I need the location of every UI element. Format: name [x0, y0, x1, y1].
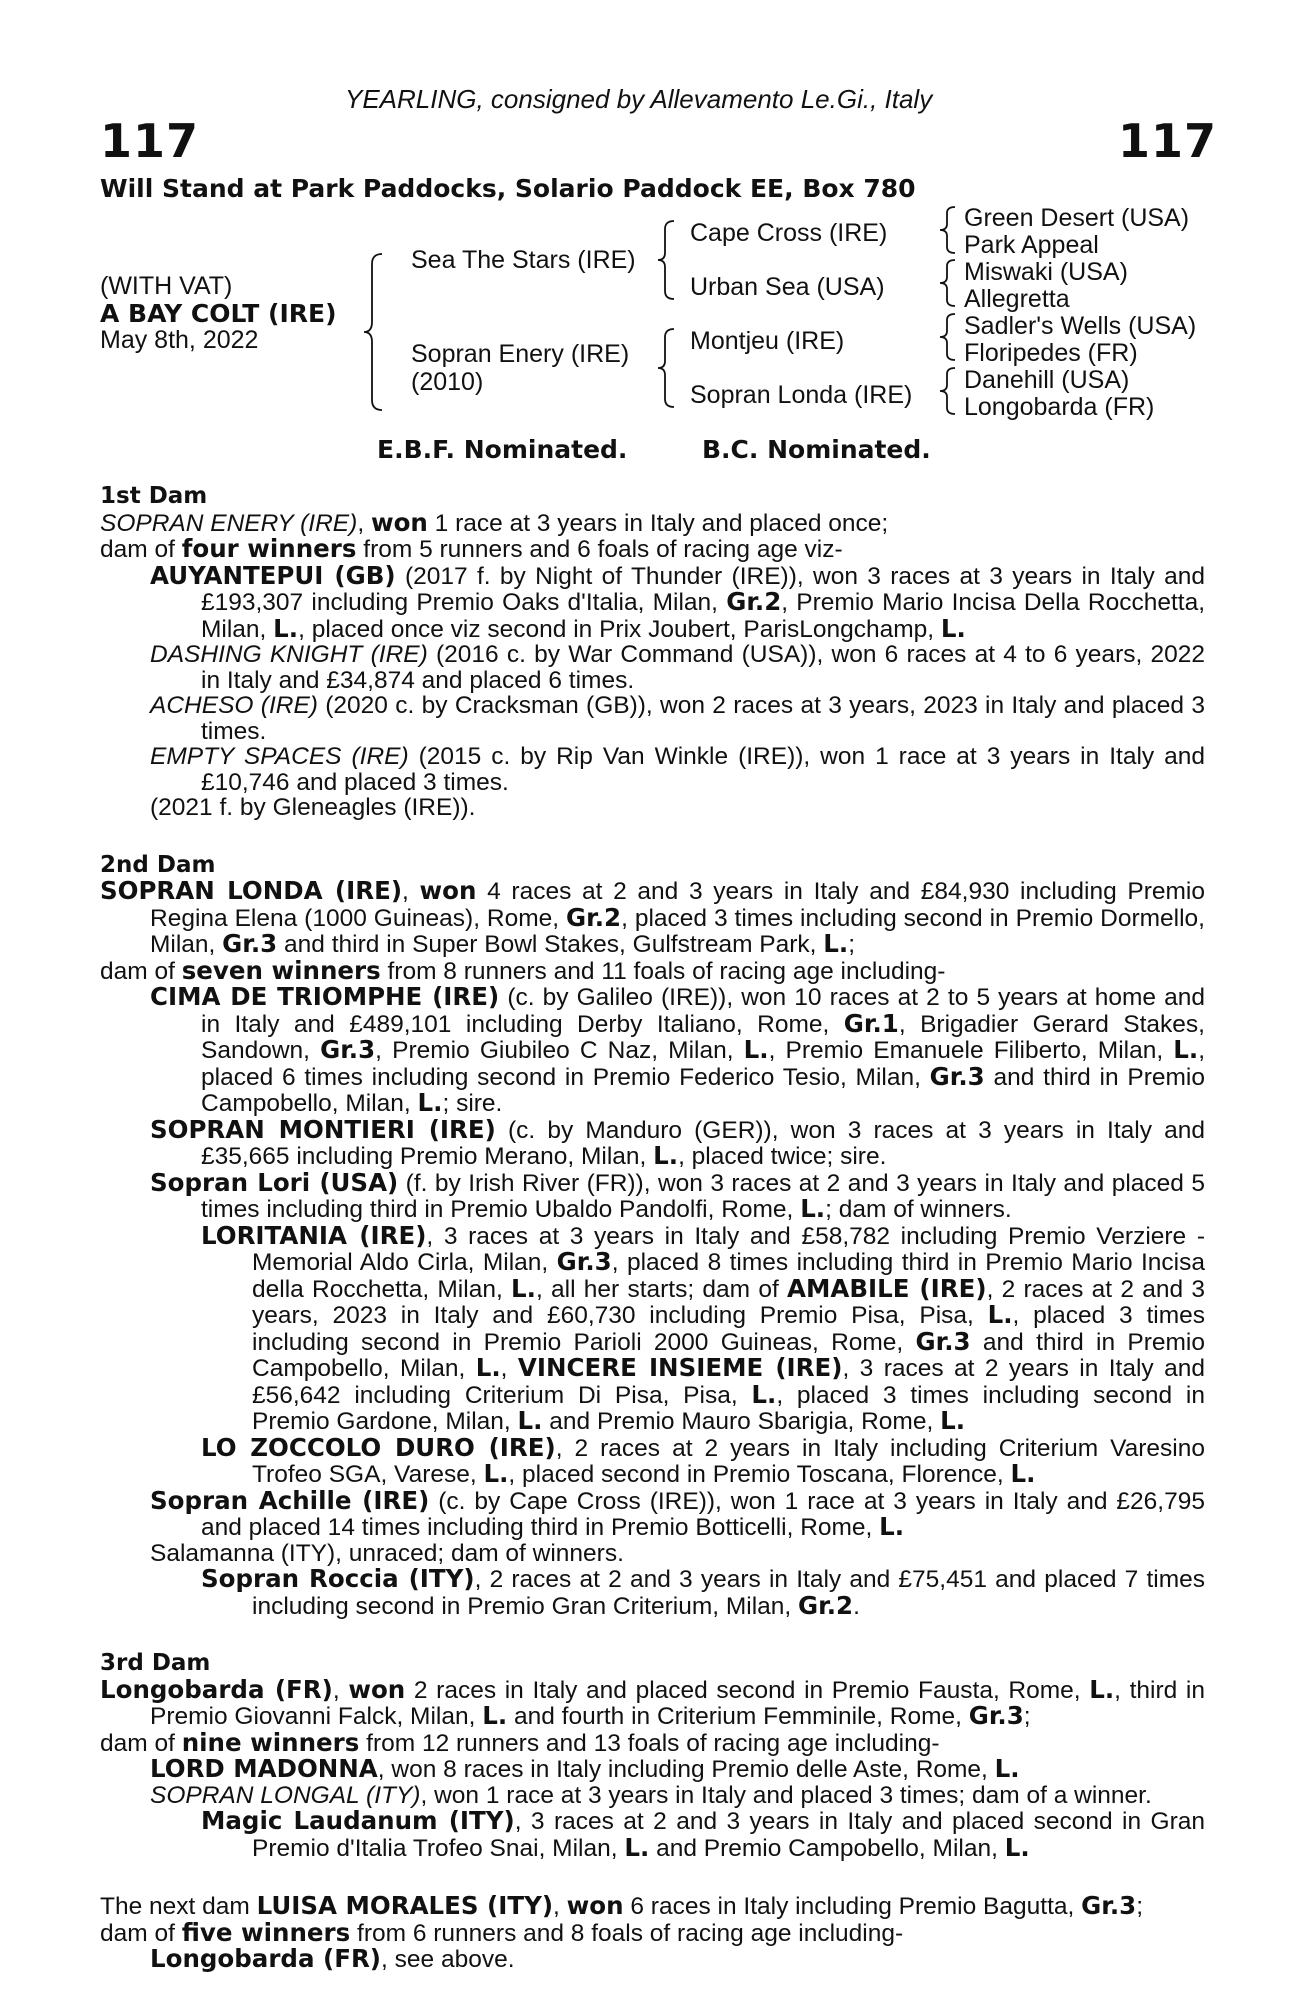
pedigree-brace-sopran-londa [937, 366, 961, 416]
catalogue-body [100, 484, 1205, 1973]
catalogue-entry [100, 1808, 1205, 1861]
entry-text: dam of [100, 1919, 182, 1947]
pedigree-brace-urban-sea [937, 258, 961, 308]
bold-text: SOPRAN LONDA (IRE) [100, 876, 403, 905]
section-heading: 1st Dam [100, 483, 208, 509]
bold-text: five winners [181, 1917, 351, 1947]
bold-text: Gr.3 [222, 929, 278, 958]
bold-text: L. [511, 1273, 536, 1303]
catalogue-entry [100, 1727, 1205, 1757]
pedigree-gen4-3: Miswaki (USA) [964, 258, 1128, 286]
pedigree-brace-sire [654, 218, 680, 303]
pedigree-gen4-7: Danehill (USA) [964, 366, 1130, 394]
bold-text: won [370, 507, 428, 537]
entry-text: , placed twice; sire. [678, 1143, 887, 1170]
bold-text: Gr.3 [968, 1701, 1024, 1730]
pedigree-brace-montjeu [937, 312, 961, 362]
entry-text: , [357, 509, 371, 537]
catalogue-entry [100, 1566, 1205, 1619]
italic-text: SOPRAN LONGAL (ITY) [150, 1781, 421, 1809]
bold-text: L. [994, 1754, 1020, 1783]
bold-text: won [566, 1891, 624, 1920]
bold-text: L. [800, 1194, 826, 1223]
entry-text: , 3 races at 2 and 3 years in Italy and placed second in Gran Premio d'Italia Trofeo Snai, Milan, [252, 1808, 1205, 1862]
bold-text: L. [1004, 1832, 1030, 1862]
bold-text: L. [940, 1406, 965, 1435]
catalogue-entry [100, 693, 1205, 744]
entry-text: , Premio Mario Incisa Della Rocchetta, Milan, [201, 589, 1205, 643]
pedigree-brace-cape-cross [937, 205, 961, 255]
entry-text: Salamanna (ITY), unraced; dam of winners. [150, 1539, 624, 1567]
entry-text: ; [1023, 1703, 1031, 1730]
bold-text: Gr.3 [320, 1035, 376, 1064]
bold-text: L. [1010, 1459, 1036, 1488]
entry-text: (f. by Irish River (FR)), won 3 races at 2 and 3 years in Italy and placed 5 times including third in Premio Ubaldo Pandolfi, Rome, [201, 1169, 1205, 1223]
entry-text: , 2 races at 2 and 3 years in Italy and £75,451 and placed 7 times including second in Premio Gran Criterium, Milan, [252, 1566, 1205, 1620]
entry-text: (c. by Galileo (IRE)), won 10 races at 2 to 5 years at home and in Italy and £489,101 including Derby Italiano, Rome, [201, 984, 1206, 1038]
foaled-date: May 8th, 2022 [100, 326, 259, 354]
entry-text: from 12 runners and 13 foals of racing age including- [359, 1729, 940, 1757]
entry-text: , Premio Emanuele Filiberto, Milan, [768, 1037, 1174, 1064]
bold-text: Gr.3 [1081, 1891, 1137, 1920]
ebf-nomination: E.B.F. Nominated. [377, 435, 628, 464]
catalogue-entry [100, 1917, 1205, 1947]
bold-text: Longobarda (FR) [150, 1944, 382, 1973]
catalogue-entry [100, 878, 1205, 958]
bold-text: Magic Laudanum (ITY) [201, 1806, 515, 1835]
entry-text: , placed second in Premio Toscana, Florence, [508, 1461, 1011, 1488]
entry-text: and fourth in Criterium Femminile, Rome, [507, 1703, 969, 1730]
entry-text: , all her starts; dam of [535, 1275, 788, 1303]
bold-text: L. [879, 1512, 905, 1541]
pedigree-gen3-4: Sopran Londa (IRE) [690, 381, 913, 409]
pedigree-sire: Sea The Stars (IRE) [411, 246, 636, 274]
entry-text: , see above. [381, 1946, 515, 1973]
pedigree-brace-dam [654, 326, 680, 411]
entry-text: (2020 c. by Cracksman (GB)), won 2 races at 3 years, 2023 in Italy and placed 3 times. [201, 692, 1205, 745]
catalogue-entry [100, 795, 1205, 821]
entry-text: 6 races in Italy including Premio Bagutta, [623, 1893, 1082, 1920]
bold-text: Gr.2 [798, 1590, 854, 1620]
catalogue-entry [100, 507, 1205, 537]
catalogue-entry [100, 642, 1205, 693]
bold-text: L. [483, 1459, 509, 1488]
entry-text: (2021 f. by Gleneagles (IRE)). [150, 794, 476, 821]
entry-text: , placed 3 times including second in Premio Parioli 2000 Guineas, Rome, [252, 1302, 1205, 1356]
bold-text: Sopran Achille (IRE) [150, 1485, 430, 1515]
bold-text: L. [940, 613, 966, 643]
entry-text: dam of [100, 1729, 182, 1757]
catalogue-entry [100, 1432, 1205, 1488]
bold-text: L. [653, 1141, 679, 1170]
catalogue-entry [100, 744, 1205, 795]
pedigree-dam: Sopran Enery (IRE) [411, 340, 630, 368]
italic-text: SOPRAN ENERY (IRE) [100, 509, 358, 537]
bold-text: L. [987, 1300, 1013, 1329]
bold-text: Longobarda (FR) [100, 1674, 333, 1704]
pedigree-gen3-3: Montjeu (IRE) [690, 327, 845, 355]
bold-text: AUYANTEPUI (GB) [150, 560, 396, 590]
bold-text: four winners [181, 534, 357, 563]
catalogue-entry [100, 1783, 1205, 1809]
catalogue-entry [100, 1674, 1205, 1730]
pedigree-gen4-4: Allegretta [964, 285, 1070, 313]
entry-text: from 6 runners and 8 foals of racing age including- [350, 1919, 904, 1947]
bold-text: Gr.3 [915, 1326, 971, 1356]
bold-text: LO ZOCCOLO DURO (IRE) [201, 1432, 556, 1462]
catalogue-entry [100, 1167, 1205, 1223]
consignor-line: YEARLING, consigned by Allevamento Le.Gi., Italy [345, 84, 933, 114]
bold-text: SOPRAN MONTIERI (IRE) [150, 1114, 496, 1144]
bc-nomination: B.C. Nominated. [702, 435, 931, 464]
italic-text: EMPTY SPACES (IRE) [150, 743, 409, 770]
pedigree-brace-sire-dam [360, 250, 390, 415]
bold-text: L. [1089, 1674, 1115, 1704]
bold-text: L. [273, 613, 299, 643]
entry-text: , third in Premio Giovanni Falck, Milan, [150, 1676, 1205, 1730]
entry-text: and third in Super Bowl Stakes, Gulfstream Park, [277, 931, 824, 958]
entry-text: (2015 c. by Rip Van Winkle (IRE)), won 1 race at 3 years in Italy and £10,746 and placed 3 times. [201, 743, 1205, 796]
entry-text: and Premio Mauro Sbarigia, Rome, [542, 1408, 941, 1435]
entry-text: ; sire. [442, 1090, 503, 1117]
entry-text: , [500, 1355, 518, 1382]
bold-text: CIMA DE TRIOMPHE (IRE) [150, 982, 500, 1011]
entry-text: , Brigadier Gerard Stakes, Sandown, [201, 1010, 1205, 1064]
bold-text: Gr.2 [566, 902, 622, 932]
entry-text: , placed once viz second in Prix Joubert, ParisLongchamp, [298, 615, 941, 643]
stabling-line: Will Stand at Park Paddocks, Solario Paddock EE, Box 780 [100, 174, 916, 203]
section-gap [100, 1861, 1205, 1893]
bold-text: won [419, 876, 477, 905]
catalogue-entry [100, 560, 1206, 643]
pedigree-gen4-8: Longobarda (FR) [964, 393, 1155, 421]
bold-text: L. [417, 1088, 443, 1117]
catalogue-entry [100, 1756, 1205, 1783]
entry-text: 2 races in Italy and placed second in Premio Fausta, Rome, [405, 1676, 1090, 1704]
bold-text: LUISA MORALES (ITY) [256, 1891, 554, 1920]
entry-text: ; dam of winners. [825, 1196, 1012, 1223]
catalogue-entry [100, 955, 1205, 985]
entry-text: and third in Premio Campobello, Milan, [201, 1063, 1205, 1117]
italic-text: DASHING KNIGHT (IRE) [150, 641, 428, 668]
bold-text: AMABILE (IRE) [787, 1273, 987, 1303]
bold-text: Sopran Lori (USA) [150, 1167, 399, 1197]
pedigree-gen4-2: Park Appeal [964, 231, 1099, 259]
entry-text: , placed 8 times including third in Premio Mario Incisa della Rocchetta, Milan, [252, 1249, 1205, 1303]
entry-text: , [553, 1893, 567, 1920]
subject-name: A BAY COLT (IRE) [100, 299, 337, 328]
entry-text: and third in Premio Campobello, Milan, [252, 1328, 1205, 1382]
bold-text: L. [624, 1832, 650, 1862]
catalogue-entry [100, 1220, 1206, 1435]
entry-text: (2017 f. by Night of Thunder (IRE)), won 3 races at 3 years in Italy and £193,307 including Premio Oaks d'Italia, Milan, [201, 562, 1206, 616]
lot-number-right: 117 [1118, 114, 1218, 168]
entry-text: dam of [100, 536, 182, 563]
entry-text: , 3 races at 2 years in Italy and £56,642 including Criterium Di Pisa, Pisa, [252, 1355, 1205, 1409]
pedigree-dam-year: (2010) [411, 368, 484, 396]
italic-text: ACHESO (IRE) [150, 692, 318, 719]
entry-text: ; [848, 931, 856, 958]
entry-text: 4 races at 2 and 3 years in Italy and £84,930 including Premio Regina Elena (1000 Guineas), Rome, [150, 878, 1205, 932]
catalogue-entry [100, 984, 1205, 1117]
bold-text: VINCERE INSIEME (IRE) [517, 1353, 843, 1382]
entry-text: , [332, 1676, 349, 1704]
bold-text: Gr.2 [726, 587, 782, 616]
catalogue-entry [100, 1893, 1205, 1920]
bold-text: LORD MADONNA [150, 1754, 378, 1783]
bold-text: won [348, 1674, 406, 1704]
pedigree-gen4-5: Sadler's Wells (USA) [964, 312, 1197, 340]
catalogue-entry [100, 1485, 1205, 1541]
pedigree-gen4-6: Floripedes (FR) [964, 339, 1138, 367]
entry-text: , placed 3 times including second in Premio Gardone, Milan, [252, 1381, 1205, 1435]
catalogue-entry [100, 1946, 1205, 1973]
entry-text: from 8 runners and 11 foals of racing age including- [380, 957, 946, 985]
bold-text: L. [743, 1035, 769, 1064]
catalogue-entry [100, 1541, 1205, 1567]
pedigree-gen3-1: Cape Cross (IRE) [690, 219, 888, 247]
entry-text: , 2 races at 2 and 3 years, 2023 in Italy and £60,730 including Premio Pisa, Pisa, [252, 1275, 1206, 1329]
bold-text: L. [517, 1406, 543, 1435]
entry-text: , won 1 race at 3 years in Italy and placed 3 times; dam of a winner. [420, 1781, 1152, 1809]
entry-text: from 5 runners and 6 foals of racing age viz- [356, 536, 843, 563]
entry-text: , placed 3 times including second in Premio Dormello, Milan, [150, 904, 1205, 958]
lot-number-left: 117 [100, 114, 200, 168]
bold-text: L. [751, 1379, 777, 1409]
entry-text: , Premio Giubileo C Naz, Milan, [375, 1037, 744, 1064]
bold-text: L. [482, 1701, 508, 1730]
bold-text: L. [1173, 1035, 1199, 1064]
vat-label: (WITH VAT) [100, 272, 233, 300]
bold-text: L. [475, 1353, 501, 1382]
entry-text: , [402, 878, 420, 905]
section-heading: 3rd Dam [100, 1650, 211, 1676]
entry-text: . [853, 1592, 860, 1620]
entry-text: and Premio Campobello, Milan, [649, 1834, 1005, 1862]
bold-text: Gr.3 [929, 1061, 985, 1091]
entry-text: 1 race at 3 years in Italy and placed once; [427, 509, 889, 537]
catalogue-entry [100, 1114, 1205, 1170]
bold-text: Gr.1 [843, 1008, 899, 1038]
entry-text: The next dam [100, 1893, 257, 1920]
entry-text: ; [1136, 1893, 1144, 1920]
entry-text: , placed 6 times including second in Premio Federico Tesio, Milan, [201, 1037, 1205, 1091]
pedigree-gen3-2: Urban Sea (USA) [690, 273, 885, 301]
pedigree-gen4-1: Green Desert (USA) [964, 204, 1190, 232]
bold-text: Sopran Roccia (ITY) [201, 1564, 475, 1593]
bold-text: LORITANIA (IRE) [201, 1220, 427, 1250]
entry-text: , 3 races at 3 years in Italy and £58,782 including Premio Verziere - Memorial Aldo Cirla, Milan, [252, 1222, 1205, 1276]
bold-text: L. [823, 929, 849, 958]
section-heading: 2nd Dam [100, 851, 216, 878]
entry-text: , 2 races at 2 years in Italy including Criterium Varesino Trofeo SGA, Varese, [252, 1434, 1205, 1488]
catalogue-entry [100, 536, 1205, 563]
entry-text: , won 8 races in Italy including Premio delle Aste, Rome, [377, 1756, 995, 1783]
bold-text: Gr.3 [556, 1247, 612, 1276]
entry-text: dam of [100, 957, 182, 985]
bold-text: nine winners [181, 1727, 360, 1757]
entry-text: (2016 c. by War Command (USA)), won 6 races at 4 to 6 years, 2022 in Italy and £34,874 and placed 6 times. [201, 641, 1205, 694]
entry-text: (c. by Manduro (GER)), won 3 races at 3 years in Italy and £35,665 including Premio Merano, Milan, [201, 1116, 1205, 1170]
bold-text: seven winners [181, 955, 381, 985]
entry-text: (c. by Cape Cross (IRE)), won 1 race at 3 years in Italy and £26,795 and placed 14 times including third in Premio Botticelli, Rome, [201, 1487, 1205, 1541]
